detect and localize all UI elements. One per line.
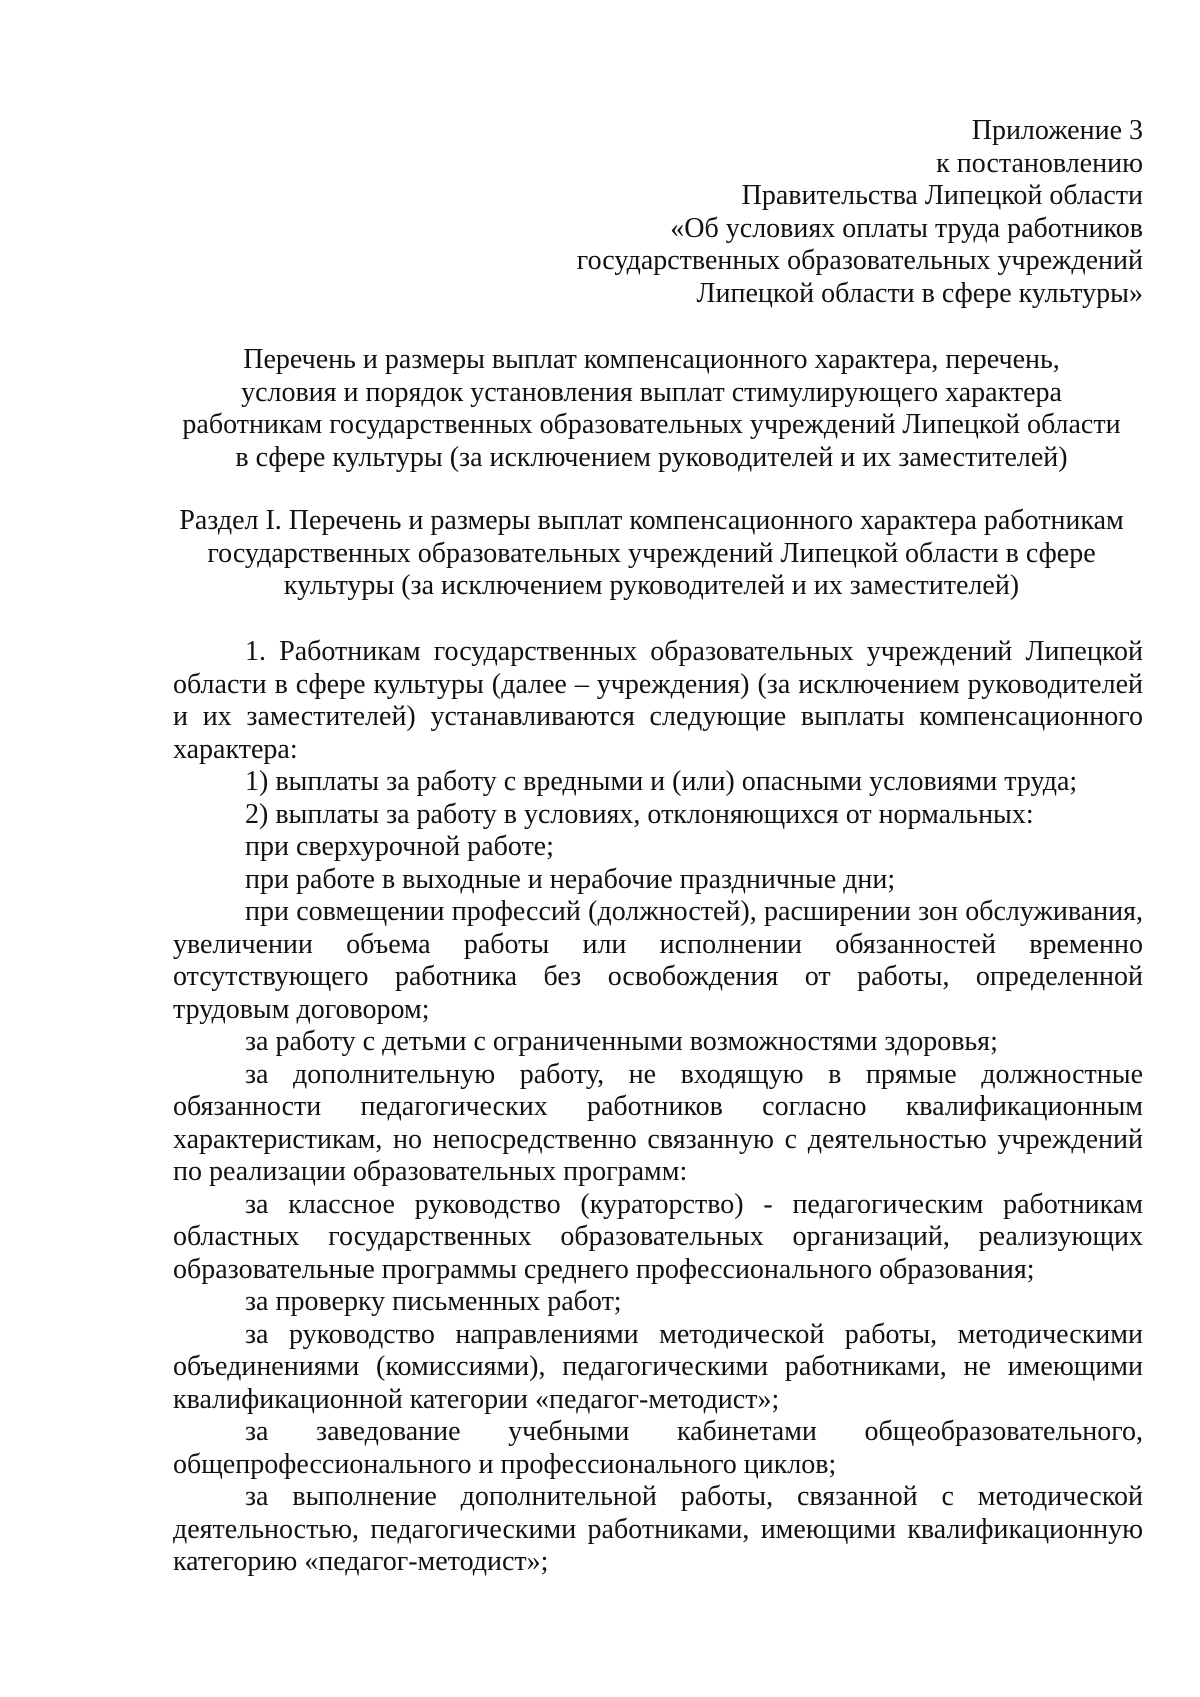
paragraph: за проверку письменных работ; [245,1286,622,1317]
appendix-header-line: к постановлению [936,147,1143,179]
document-body [173,636,1143,1579]
document-title-line: в сфере культуры (за исключением руководителей и их заместителей) [235,441,1068,473]
paragraph: за работу с детьми с ограниченными возможностями здоровья; [245,1026,998,1057]
document-title-line: Перечень и размеры выплат компенсационного характера, перечень, [243,344,1060,375]
paragraph: при работе в выходные и нерабочие праздничные дни; [245,863,896,895]
paragraph: за выполнение дополнительной работы, связанной с методической деятельностью, педагогическими работниками, имеющими квалификационную категорию «педагог-методист»; [173,1481,1143,1577]
appendix-header-line: государственных образовательных учреждений [576,245,1143,276]
appendix-header-line: Правительства Липецкой области [741,180,1143,211]
document-title-line: условия и порядок установления выплат стимулирующего характера [241,376,1062,408]
section-title-line: Раздел I. Перечень и размеры выплат компенсационного характера работникам [179,505,1124,536]
document-title-line: работникам государственных образовательных учреждений Липецкой области [182,409,1121,440]
appendix-header-line: «Об условиях оплаты труда работников [670,212,1143,244]
appendix-header-line: Приложение 3 [971,115,1143,146]
appendix-header-line: Липецкой области в сфере культуры» [696,277,1143,309]
appendix-header [500,115,1143,310]
section-title-line: государственных образовательных учреждений Липецкой области в сфере [207,537,1096,569]
paragraph: при совмещении профессий (должностей), расширении зон обслуживания, увеличении объема работы или исполнении обязанностей временно отсутствующего работника без освобождения от работы, определенной трудовым договором; [173,896,1143,1025]
paragraph: за классное руководство (кураторство) - педагогическим работникам областных государственных образовательных организаций, реализующих образовательные программы среднего профессионального образования; [173,1188,1143,1285]
paragraph: за руководство направлениями методической работы, методическими объединениями (комиссиями), педагогическими работниками, не имеющими квалификационной категории «педагог-методист»; [173,1318,1143,1415]
paragraph: при сверхурочной работе; [245,831,554,862]
paragraph: 1. Работникам государственных образовательных учреждений Липецкой области в сфере культуры (далее – учреждения) (за исключением руководителей и их заместителей) устанавливаются следующие выплаты компенсационного характера: [173,636,1143,765]
document-title [160,344,1143,474]
paragraph: 1) выплаты за работу с вредными и (или) опасными условиями труда; [245,766,1078,797]
paragraph: за дополнительную работу, не входящую в прямые должностные обязанности педагогических работников согласно квалификационным характеристикам, но непосредственно связанную с деятельностью учреждений по реализации образовательных программ: [173,1058,1143,1187]
paragraph: за заведование учебными кабинетами общеобразовательного, общепрофессионального и профессионального циклов; [173,1416,1143,1480]
section-title [160,505,1143,603]
section-title-line: культуры (за исключением руководителей и их заместителей) [283,570,1020,601]
paragraph: 2) выплаты за работу в условиях, отклоняющихся от нормальных: [245,798,1034,830]
